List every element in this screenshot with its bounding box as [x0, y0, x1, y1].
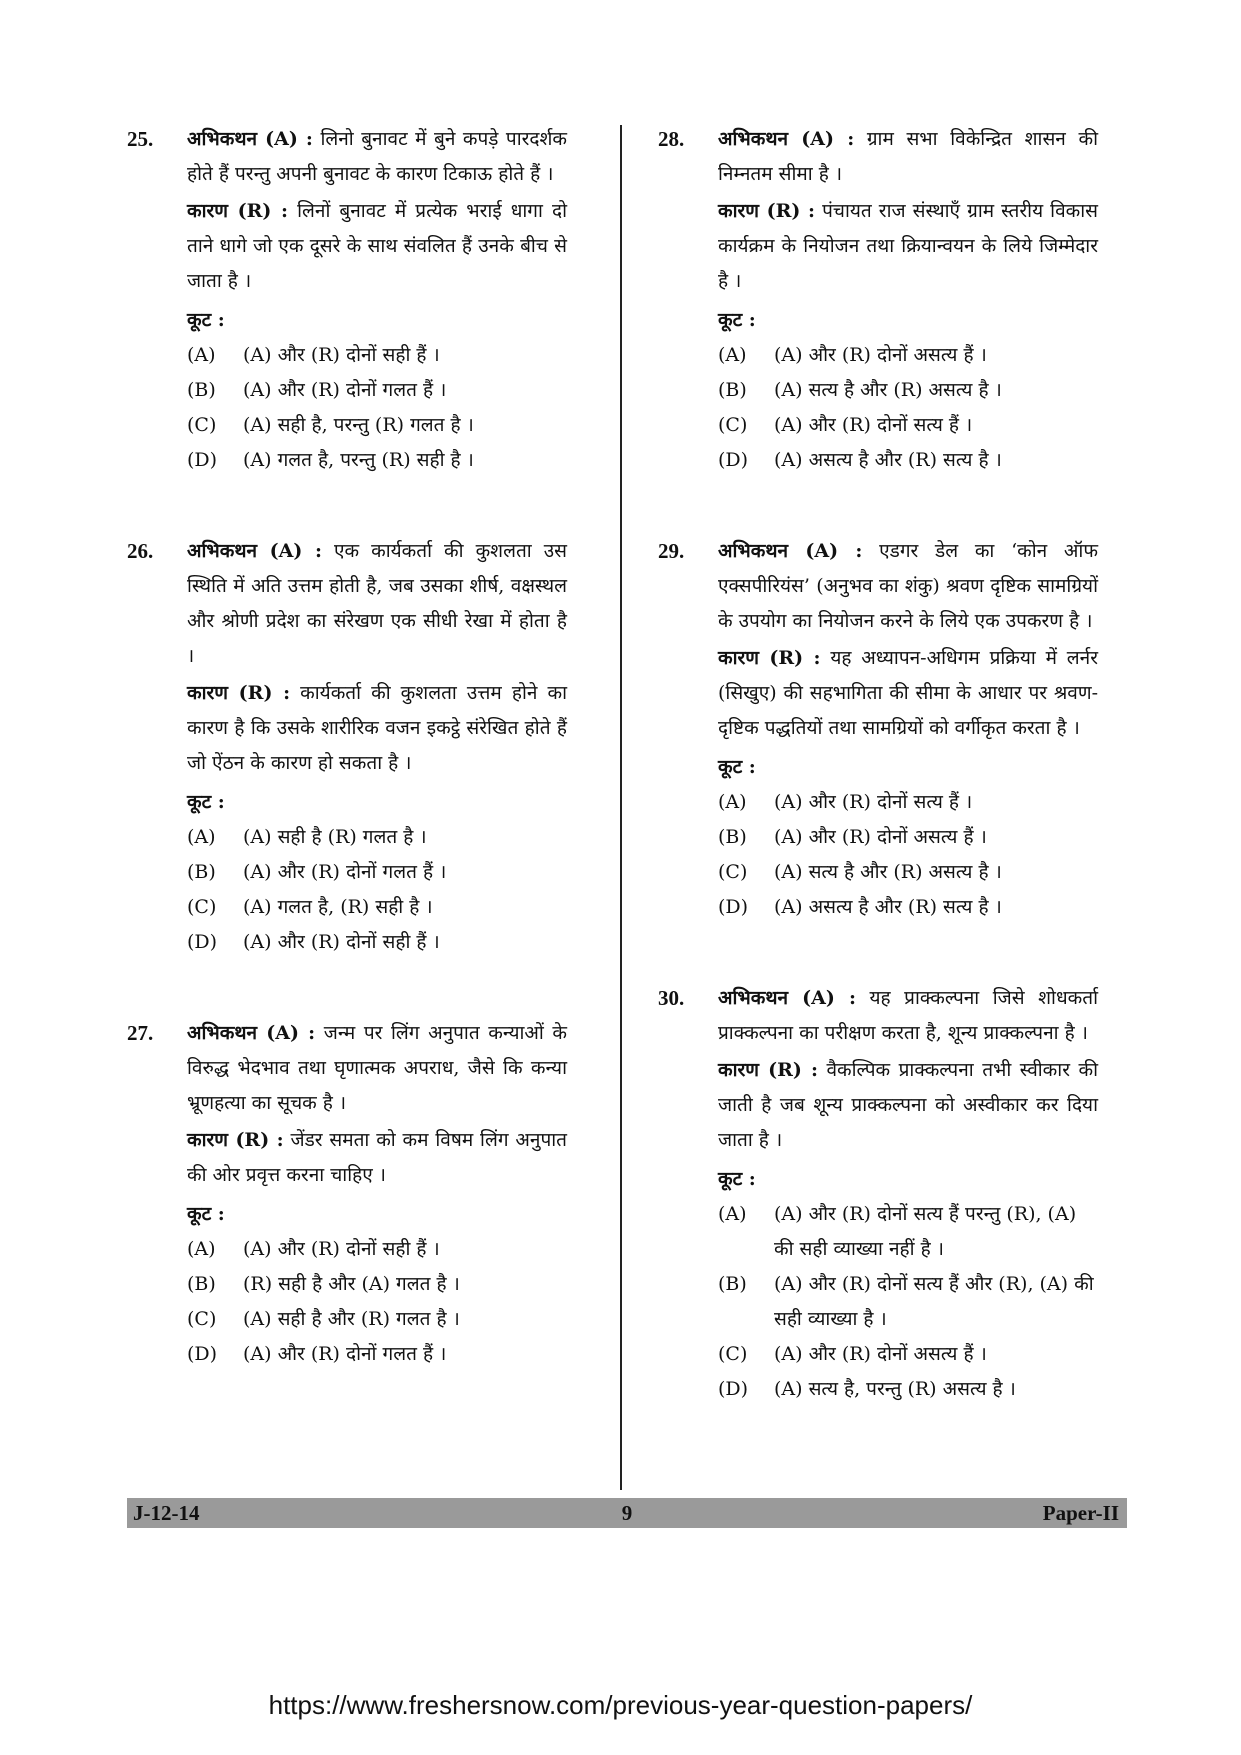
assertion-label: अभिकथन (A) : — [718, 540, 863, 562]
question-26 — [127, 534, 567, 960]
option-c — [187, 890, 567, 925]
option-text: (A) और (R) दोनों सत्य हैं । — [774, 791, 973, 813]
paper-label: Paper-II — [1042, 1501, 1119, 1525]
question-number: 25. — [127, 127, 154, 151]
option-text: (A) और (R) दोनों असत्य हैं । — [774, 1343, 987, 1365]
option-text: (A) और (R) दोनों गलत हैं । — [243, 861, 447, 883]
option-b — [718, 820, 1098, 855]
assertion — [718, 122, 1098, 192]
question-number: 28. — [658, 127, 685, 151]
option-letter: (C) — [718, 861, 748, 883]
assertion-text: यह प्राक्कल्पना जिसे शोधकर्ता प्राक्कल्पना का परीक्षण करता है, शून्य प्राक्कल्पना है । — [718, 987, 1098, 1044]
option-letter: (B) — [718, 1273, 747, 1295]
reason — [187, 676, 567, 781]
reason-text: यह अध्यापन-अधिगम प्रक्रिया में लर्नर (सिखुए) की सहभागिता की सीमा के आधार पर श्रवण-दृष्टिक पद्धतियों तथा सामग्रियों को वर्गीकृत करता है । — [718, 647, 1098, 739]
option-text: (A) सत्य है और (R) असत्य है । — [774, 379, 1002, 401]
option-c — [718, 408, 1098, 443]
paper-code: J-12-14 — [133, 1501, 200, 1525]
option-letter: (B) — [187, 1273, 216, 1295]
code-label: कूट : — [187, 791, 225, 813]
reason — [187, 1123, 567, 1193]
option-d — [187, 1337, 567, 1372]
assertion — [187, 1016, 567, 1121]
reason-text: वैकल्पिक प्राक्कल्पना तभी स्वीकार की जाती है जब शून्य प्राक्कल्पना को अस्वीकार कर दिया जाता है । — [718, 1059, 1098, 1151]
option-b — [187, 1267, 567, 1302]
option-a — [718, 1197, 1098, 1267]
reason-text: लिनों बुनावट में प्रत्येक भराई धागा दो ताने धागे जो एक दूसरे के साथ संवलित हैं उनके बीच से जाता है । — [187, 200, 567, 292]
assertion-label: अभिकथन (A) : — [187, 128, 313, 150]
reason-label: कारण (R) : — [187, 1129, 284, 1151]
reason-label: कारण (R) : — [187, 682, 291, 704]
reason-label: कारण (R) : — [187, 200, 289, 222]
option-letter: (B) — [718, 826, 747, 848]
option-letter: (A) — [187, 826, 216, 848]
option-d — [187, 443, 567, 478]
option-d — [718, 1372, 1098, 1407]
option-letter: (D) — [187, 931, 218, 953]
assertion-text: एक कार्यकर्ता की कुशलता उस स्थिति में अति उत्तम होती है, जब उसका शीर्ष, वक्षस्थल और श्रोणी प्रदेश का संरेखण एक सीधी रेखा में होता है । — [187, 540, 567, 667]
option-letter: (B) — [187, 861, 216, 883]
assertion-text: जन्म पर लिंग अनुपात कन्याओं के विरुद्ध भेदभाव तथा घृणात्मक अपराध, जैसे कि कन्या भ्रूणहत्या का सूचक है । — [187, 1022, 567, 1114]
reason — [718, 1053, 1098, 1158]
assertion — [187, 534, 567, 674]
option-c — [718, 1337, 1098, 1372]
code-label: कूट : — [187, 1203, 225, 1225]
option-text: (A) और (R) दोनों असत्य हैं । — [774, 826, 987, 848]
question-25 — [127, 122, 567, 478]
question-29 — [658, 534, 1098, 925]
assertion-text: एडगर डेल का ‘कोन ऑफ एक्सपीरियंस’ (अनुभव का शंकु) श्रवण दृष्टिक सामग्रियों के उपयोग का नियोजन करने के लिये एक उपकरण है । — [718, 540, 1098, 632]
option-letter: (A) — [718, 344, 747, 366]
option-letter: (B) — [718, 379, 747, 401]
question-number: 30. — [658, 986, 685, 1010]
option-text: (A) और (R) दोनों गलत हैं । — [243, 379, 447, 401]
assertion-label: अभिकथन (A) : — [718, 128, 855, 150]
page-footer — [127, 1498, 1127, 1528]
option-letter: (C) — [718, 414, 748, 436]
question-number: 27. — [127, 1021, 154, 1045]
option-c — [187, 1302, 567, 1337]
source-url: https://www.freshersnow.com/previous-year-question-papers/ — [268, 1690, 973, 1720]
option-a — [718, 338, 1098, 373]
option-text: (A) सत्य है और (R) असत्य है । — [774, 861, 1002, 883]
reason-label: कारण (R) : — [718, 1059, 818, 1081]
option-letter: (C) — [187, 1308, 217, 1330]
reason-text: कार्यकर्ता की कुशलता उत्तम होने का कारण है कि उसके शारीरिक वजन इकट्ठे संरेखित होते हैं जो ऐंठन के कारण हो सकता है । — [187, 682, 567, 774]
reason-text: जेंडर समता को कम विषम लिंग अनुपात की ओर प्रवृत्त करना चाहिए । — [187, 1129, 567, 1186]
code-label: कूट : — [718, 756, 756, 778]
option-letter: (A) — [187, 344, 216, 366]
option-letter: (D) — [718, 1378, 749, 1400]
question-27 — [127, 1016, 567, 1372]
option-text: (A) असत्य है और (R) सत्य है । — [774, 896, 1002, 918]
reason-text: पंचायत राज संस्थाएँ ग्राम स्तरीय विकास कार्यक्रम के नियोजन तथा क्रियान्वयन के लिये जिम्मेदार है । — [718, 200, 1098, 292]
option-text: (A) गलत है, (R) सही है । — [243, 896, 433, 918]
option-b — [718, 373, 1098, 408]
reason — [187, 194, 567, 299]
option-d — [718, 443, 1098, 478]
option-d — [718, 890, 1098, 925]
option-letter: (A) — [718, 1203, 747, 1225]
assertion — [718, 534, 1098, 639]
option-b — [718, 1267, 1098, 1337]
reason-label: कारण (R) : — [718, 200, 816, 222]
option-text: (A) असत्य है और (R) सत्य है । — [774, 449, 1002, 471]
question-number: 26. — [127, 539, 154, 563]
option-text: (A) सही है (R) गलत है । — [243, 826, 427, 848]
assertion-text: ग्राम सभा विकेन्द्रित शासन की निम्नतम सीमा है । — [718, 128, 1098, 185]
option-b — [187, 373, 567, 408]
option-letter: (D) — [187, 449, 218, 471]
column-divider — [620, 125, 622, 1490]
option-letter: (A) — [718, 791, 747, 813]
option-c — [187, 408, 567, 443]
option-text: (A) गलत है, परन्तु (R) सही है । — [243, 449, 474, 471]
reason — [718, 641, 1098, 746]
option-a — [718, 785, 1098, 820]
option-a — [187, 1232, 567, 1267]
option-text: (A) और (R) दोनों सही हैं । — [243, 1238, 440, 1260]
option-letter: (D) — [187, 1343, 218, 1365]
option-text: (A) और (R) दोनों सत्य हैं परन्तु (R), (A) की सही व्याख्या नहीं है । — [774, 1203, 1077, 1260]
option-d — [187, 925, 567, 960]
option-text: (R) सही है और (A) गलत है । — [243, 1273, 460, 1295]
option-text: (A) और (R) दोनों गलत हैं । — [243, 1343, 447, 1365]
reason — [718, 194, 1098, 299]
left-column — [127, 122, 567, 1428]
assertion — [718, 981, 1098, 1051]
option-text: (A) और (R) दोनों सत्य हैं और (R), (A) की सही व्याख्या है । — [774, 1273, 1094, 1330]
assertion-label: अभिकथन (A) : — [718, 987, 856, 1009]
code-label: कूट : — [718, 309, 756, 331]
assertion-text: लिनो बुनावट में बुने कपड़े पारदर्शक होते हैं परन्तु अपनी बुनावट के कारण टिकाऊ होते हैं । — [187, 128, 567, 185]
assertion — [187, 122, 567, 192]
question-28 — [658, 122, 1098, 478]
option-letter: (C) — [187, 414, 217, 436]
option-text: (A) और (R) दोनों सत्य हैं । — [774, 414, 973, 436]
option-b — [187, 855, 567, 890]
option-a — [187, 820, 567, 855]
reason-label: कारण (R) : — [718, 647, 821, 669]
option-letter: (B) — [187, 379, 216, 401]
option-text: (A) और (R) दोनों सही हैं । — [243, 931, 440, 953]
option-letter: (D) — [718, 896, 749, 918]
page-number: 9 — [621, 1501, 633, 1525]
right-column — [658, 122, 1098, 1463]
option-text: (A) सत्य है, परन्तु (R) असत्य है । — [774, 1378, 1016, 1400]
option-text: (A) सही है और (R) गलत है । — [243, 1308, 460, 1330]
option-letter: (C) — [718, 1343, 748, 1365]
code-label: कूट : — [718, 1168, 756, 1190]
option-letter: (D) — [718, 449, 749, 471]
option-text: (A) सही है, परन्तु (R) गलत है । — [243, 414, 474, 436]
option-letter: (C) — [187, 896, 217, 918]
option-letter: (A) — [187, 1238, 216, 1260]
option-text: (A) और (R) दोनों सही हैं । — [243, 344, 440, 366]
question-number: 29. — [658, 539, 685, 563]
assertion-label: अभिकथन (A) : — [187, 1022, 316, 1044]
option-a — [187, 338, 567, 373]
option-c — [718, 855, 1098, 890]
assertion-label: अभिकथन (A) : — [187, 540, 322, 562]
option-text: (A) और (R) दोनों असत्य हैं । — [774, 344, 987, 366]
code-label: कूट : — [187, 309, 225, 331]
question-30 — [658, 981, 1098, 1407]
